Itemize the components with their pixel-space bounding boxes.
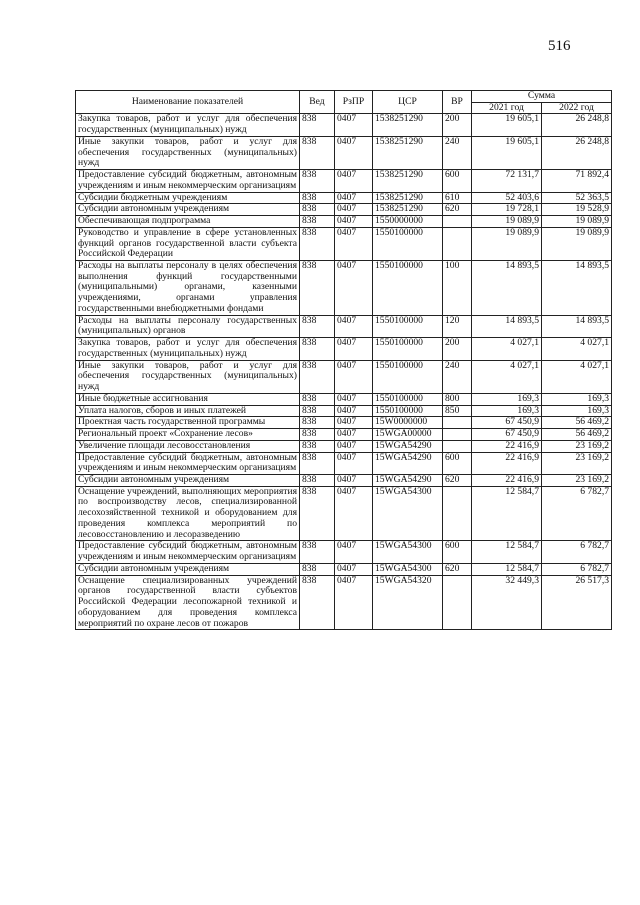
cell-rzpr: 0407: [335, 474, 373, 486]
table-row: [76, 170, 612, 192]
cell-2022: 4 027,1: [542, 338, 612, 360]
table-row: [76, 452, 612, 474]
cell-ved: 838: [300, 474, 335, 486]
cell-rzpr: 0407: [335, 360, 373, 393]
cell-2021: 4 027,1: [472, 360, 542, 393]
cell-name: Проектная часть государственной программы: [76, 417, 300, 429]
cell-2021: 19 605,1: [472, 136, 542, 169]
cell-2022: 19 089,9: [542, 227, 612, 260]
cell-ved: 838: [300, 429, 335, 441]
cell-ved: 838: [300, 486, 335, 541]
cell-name: Предоставление субсидий бюджетным, автономным учреждениям и иным некоммерческим организациям: [76, 541, 300, 563]
cell-ved: 838: [300, 192, 335, 204]
cell-2022: 169,3: [542, 393, 612, 405]
cell-csr: 1550100000: [373, 227, 443, 260]
cell-csr: 15WGA54320: [373, 575, 443, 630]
cell-rzpr: 0407: [335, 563, 373, 575]
cell-name: Субсидии автономным учреждениям: [76, 563, 300, 575]
table-body: [76, 114, 612, 630]
cell-name: Иные закупки товаров, работ и услуг для обеспечения государственных (муниципальных) нужд: [76, 136, 300, 169]
cell-ved: 838: [300, 541, 335, 563]
cell-ved: 838: [300, 204, 335, 216]
cell-csr: 1550100000: [373, 393, 443, 405]
cell-2022: 6 782,7: [542, 541, 612, 563]
cell-rzpr: 0407: [335, 393, 373, 405]
cell-name: Закупка товаров, работ и услуг для обеспечения государственных (муниципальных) нужд: [76, 338, 300, 360]
cell-2021: 169,3: [472, 393, 542, 405]
cell-name: Предоставление субсидий бюджетным, автономным учреждениям и иным некоммерческим организациям: [76, 170, 300, 192]
cell-name: Расходы на выплаты персоналу государственных (муниципальных) органов: [76, 315, 300, 337]
table-row: [76, 440, 612, 452]
cell-2022: 52 363,5: [542, 192, 612, 204]
cell-csr: 1550100000: [373, 338, 443, 360]
cell-vr: 610: [443, 192, 472, 204]
cell-csr: 1538251290: [373, 170, 443, 192]
header-vr: ВР: [443, 91, 472, 114]
table-row: [76, 136, 612, 169]
cell-csr: 1550100000: [373, 360, 443, 393]
header-rzpr: РзПР: [335, 91, 373, 114]
table-row: [76, 204, 612, 216]
cell-csr: 15WGA00000: [373, 429, 443, 441]
cell-rzpr: 0407: [335, 136, 373, 169]
cell-name: Оснащение учреждений, выполняющих мероприятия по воспроизводству лесов, специализированной лесохозяйственной техникой и оборудованием для проведения комплекса мероприятий по лесовосстановлению и лесоразведению: [76, 486, 300, 541]
cell-vr: 240: [443, 136, 472, 169]
cell-2021: 19 089,9: [472, 216, 542, 228]
cell-csr: 15WGA54290: [373, 440, 443, 452]
cell-2022: 169,3: [542, 405, 612, 417]
cell-rzpr: 0407: [335, 440, 373, 452]
cell-name: Субсидии автономным учреждениям: [76, 204, 300, 216]
cell-vr: 200: [443, 338, 472, 360]
cell-name: Иные бюджетные ассигнования: [76, 393, 300, 405]
cell-csr: 15WGA54300: [373, 486, 443, 541]
cell-name: Уплата налогов, сборов и иных платежей: [76, 405, 300, 417]
header-row: [76, 91, 612, 103]
cell-2021: 22 416,9: [472, 452, 542, 474]
cell-csr: 15WGA54290: [373, 452, 443, 474]
cell-2022: 19 089,9: [542, 216, 612, 228]
budget-table: [75, 90, 612, 630]
cell-name: Субсидии бюджетным учреждениям: [76, 192, 300, 204]
header-year-2022: 2022 год: [542, 102, 612, 114]
cell-ved: 838: [300, 216, 335, 228]
cell-rzpr: 0407: [335, 338, 373, 360]
cell-ved: 838: [300, 136, 335, 169]
cell-ved: 838: [300, 440, 335, 452]
table-row: [76, 563, 612, 575]
cell-2021: 19 605,1: [472, 114, 542, 136]
table-row: [76, 114, 612, 136]
cell-vr: 850: [443, 405, 472, 417]
cell-rzpr: 0407: [335, 114, 373, 136]
cell-csr: 1550100000: [373, 405, 443, 417]
cell-name: Руководство и управление в сфере установленных функций органов государственной власти субъекта Российской Федерации: [76, 227, 300, 260]
cell-rzpr: 0407: [335, 192, 373, 204]
cell-rzpr: 0407: [335, 417, 373, 429]
cell-rzpr: 0407: [335, 429, 373, 441]
cell-2022: 14 893,5: [542, 315, 612, 337]
cell-rzpr: 0407: [335, 204, 373, 216]
table-row: [76, 417, 612, 429]
cell-rzpr: 0407: [335, 315, 373, 337]
cell-2022: 23 169,2: [542, 474, 612, 486]
header-sum: Сумма: [472, 91, 612, 103]
cell-vr: 620: [443, 474, 472, 486]
cell-vr: [443, 440, 472, 452]
cell-2021: 22 416,9: [472, 474, 542, 486]
cell-2022: 6 782,7: [542, 563, 612, 575]
cell-ved: 838: [300, 575, 335, 630]
table-row: [76, 405, 612, 417]
cell-rzpr: 0407: [335, 575, 373, 630]
cell-name: Региональный проект «Сохранение лесов»: [76, 429, 300, 441]
cell-rzpr: 0407: [335, 405, 373, 417]
cell-rzpr: 0407: [335, 227, 373, 260]
cell-2021: 4 027,1: [472, 338, 542, 360]
header-year-2021: 2021 год: [472, 102, 542, 114]
cell-vr: 620: [443, 204, 472, 216]
cell-name: Иные закупки товаров, работ и услуг для обеспечения государственных (муниципальных) нужд: [76, 360, 300, 393]
table-row: [76, 192, 612, 204]
cell-vr: [443, 575, 472, 630]
cell-name: Предоставление субсидий бюджетным, автономным учреждениям и иным некоммерческим организациям: [76, 452, 300, 474]
cell-2021: 22 416,9: [472, 440, 542, 452]
cell-2022: 19 528,9: [542, 204, 612, 216]
table-row: [76, 474, 612, 486]
cell-ved: 838: [300, 405, 335, 417]
page-number: 516: [548, 38, 571, 54]
cell-csr: 1538251290: [373, 114, 443, 136]
header-name: Наименование показателей: [76, 91, 300, 114]
cell-2021: 67 450,9: [472, 429, 542, 441]
cell-ved: 838: [300, 360, 335, 393]
cell-csr: 15WGA54300: [373, 541, 443, 563]
cell-vr: 600: [443, 541, 472, 563]
cell-2022: 23 169,2: [542, 440, 612, 452]
cell-vr: 620: [443, 563, 472, 575]
cell-ved: 838: [300, 338, 335, 360]
cell-csr: 1538251290: [373, 204, 443, 216]
cell-csr: 15WGA54300: [373, 563, 443, 575]
cell-2021: 12 584,7: [472, 541, 542, 563]
table-row: [76, 575, 612, 630]
cell-2022: 14 893,5: [542, 261, 612, 316]
header-ved: Вед: [300, 91, 335, 114]
cell-vr: 200: [443, 114, 472, 136]
cell-vr: [443, 486, 472, 541]
cell-vr: 100: [443, 261, 472, 316]
cell-2022: 56 469,2: [542, 429, 612, 441]
table-row: [76, 393, 612, 405]
cell-rzpr: 0407: [335, 216, 373, 228]
cell-csr: 1550100000: [373, 315, 443, 337]
cell-vr: 800: [443, 393, 472, 405]
cell-vr: 240: [443, 360, 472, 393]
cell-rzpr: 0407: [335, 170, 373, 192]
cell-csr: 1538251290: [373, 136, 443, 169]
cell-2022: 4 027,1: [542, 360, 612, 393]
table-row: [76, 541, 612, 563]
table-row: [76, 261, 612, 316]
table-row: [76, 315, 612, 337]
cell-ved: 838: [300, 452, 335, 474]
cell-rzpr: 0407: [335, 452, 373, 474]
cell-2021: 14 893,5: [472, 315, 542, 337]
cell-2021: 52 403,6: [472, 192, 542, 204]
cell-ved: 838: [300, 170, 335, 192]
cell-vr: [443, 429, 472, 441]
cell-name: Субсидии автономным учреждениям: [76, 474, 300, 486]
cell-vr: 600: [443, 452, 472, 474]
cell-name: Обеспечивающая подпрограмма: [76, 216, 300, 228]
cell-rzpr: 0407: [335, 261, 373, 316]
header-csr: ЦСР: [373, 91, 443, 114]
cell-ved: 838: [300, 393, 335, 405]
cell-rzpr: 0407: [335, 486, 373, 541]
cell-2021: 169,3: [472, 405, 542, 417]
cell-vr: 120: [443, 315, 472, 337]
cell-ved: 838: [300, 227, 335, 260]
cell-2022: 56 469,2: [542, 417, 612, 429]
cell-2021: 14 893,5: [472, 261, 542, 316]
cell-2021: 12 584,7: [472, 486, 542, 541]
table-row: [76, 429, 612, 441]
cell-2022: 23 169,2: [542, 452, 612, 474]
cell-vr: [443, 417, 472, 429]
cell-2021: 19 089,9: [472, 227, 542, 260]
cell-vr: [443, 216, 472, 228]
table-row: [76, 360, 612, 393]
cell-vr: 600: [443, 170, 472, 192]
cell-name: Закупка товаров, работ и услуг для обеспечения государственных (муниципальных) нужд: [76, 114, 300, 136]
cell-csr: 1538251290: [373, 192, 443, 204]
cell-2021: 12 584,7: [472, 563, 542, 575]
cell-name: Расходы на выплаты персоналу в целях обеспечения выполнения функций государственными (муниципальными) органами, казенными учреждениями, органами управления государственными внебюджетными фондами: [76, 261, 300, 316]
cell-ved: 838: [300, 417, 335, 429]
cell-2021: 32 449,3: [472, 575, 542, 630]
cell-2021: 72 131,7: [472, 170, 542, 192]
cell-csr: 1550100000: [373, 261, 443, 316]
cell-csr: 15WGA54290: [373, 474, 443, 486]
cell-2021: 67 450,9: [472, 417, 542, 429]
cell-csr: 1550000000: [373, 216, 443, 228]
table-row: [76, 486, 612, 541]
cell-2022: 6 782,7: [542, 486, 612, 541]
cell-rzpr: 0407: [335, 541, 373, 563]
cell-ved: 838: [300, 261, 335, 316]
cell-2022: 26 248,8: [542, 114, 612, 136]
cell-csr: 15W0000000: [373, 417, 443, 429]
table-row: [76, 227, 612, 260]
cell-2022: 26 248,8: [542, 136, 612, 169]
table-row: [76, 216, 612, 228]
table-row: [76, 338, 612, 360]
cell-name: Увеличение площади лесовосстановления: [76, 440, 300, 452]
cell-name: Оснащение специализированных учреждений органов государственной власти субъектов Российской Федерации лесопожарной техникой и оборудованием для проведения комплекса мероприятий по охране лесов от пожаров: [76, 575, 300, 630]
cell-2022: 26 517,3: [542, 575, 612, 630]
cell-vr: [443, 227, 472, 260]
cell-ved: 838: [300, 114, 335, 136]
cell-2021: 19 728,1: [472, 204, 542, 216]
cell-2022: 71 892,4: [542, 170, 612, 192]
cell-ved: 838: [300, 563, 335, 575]
cell-ved: 838: [300, 315, 335, 337]
